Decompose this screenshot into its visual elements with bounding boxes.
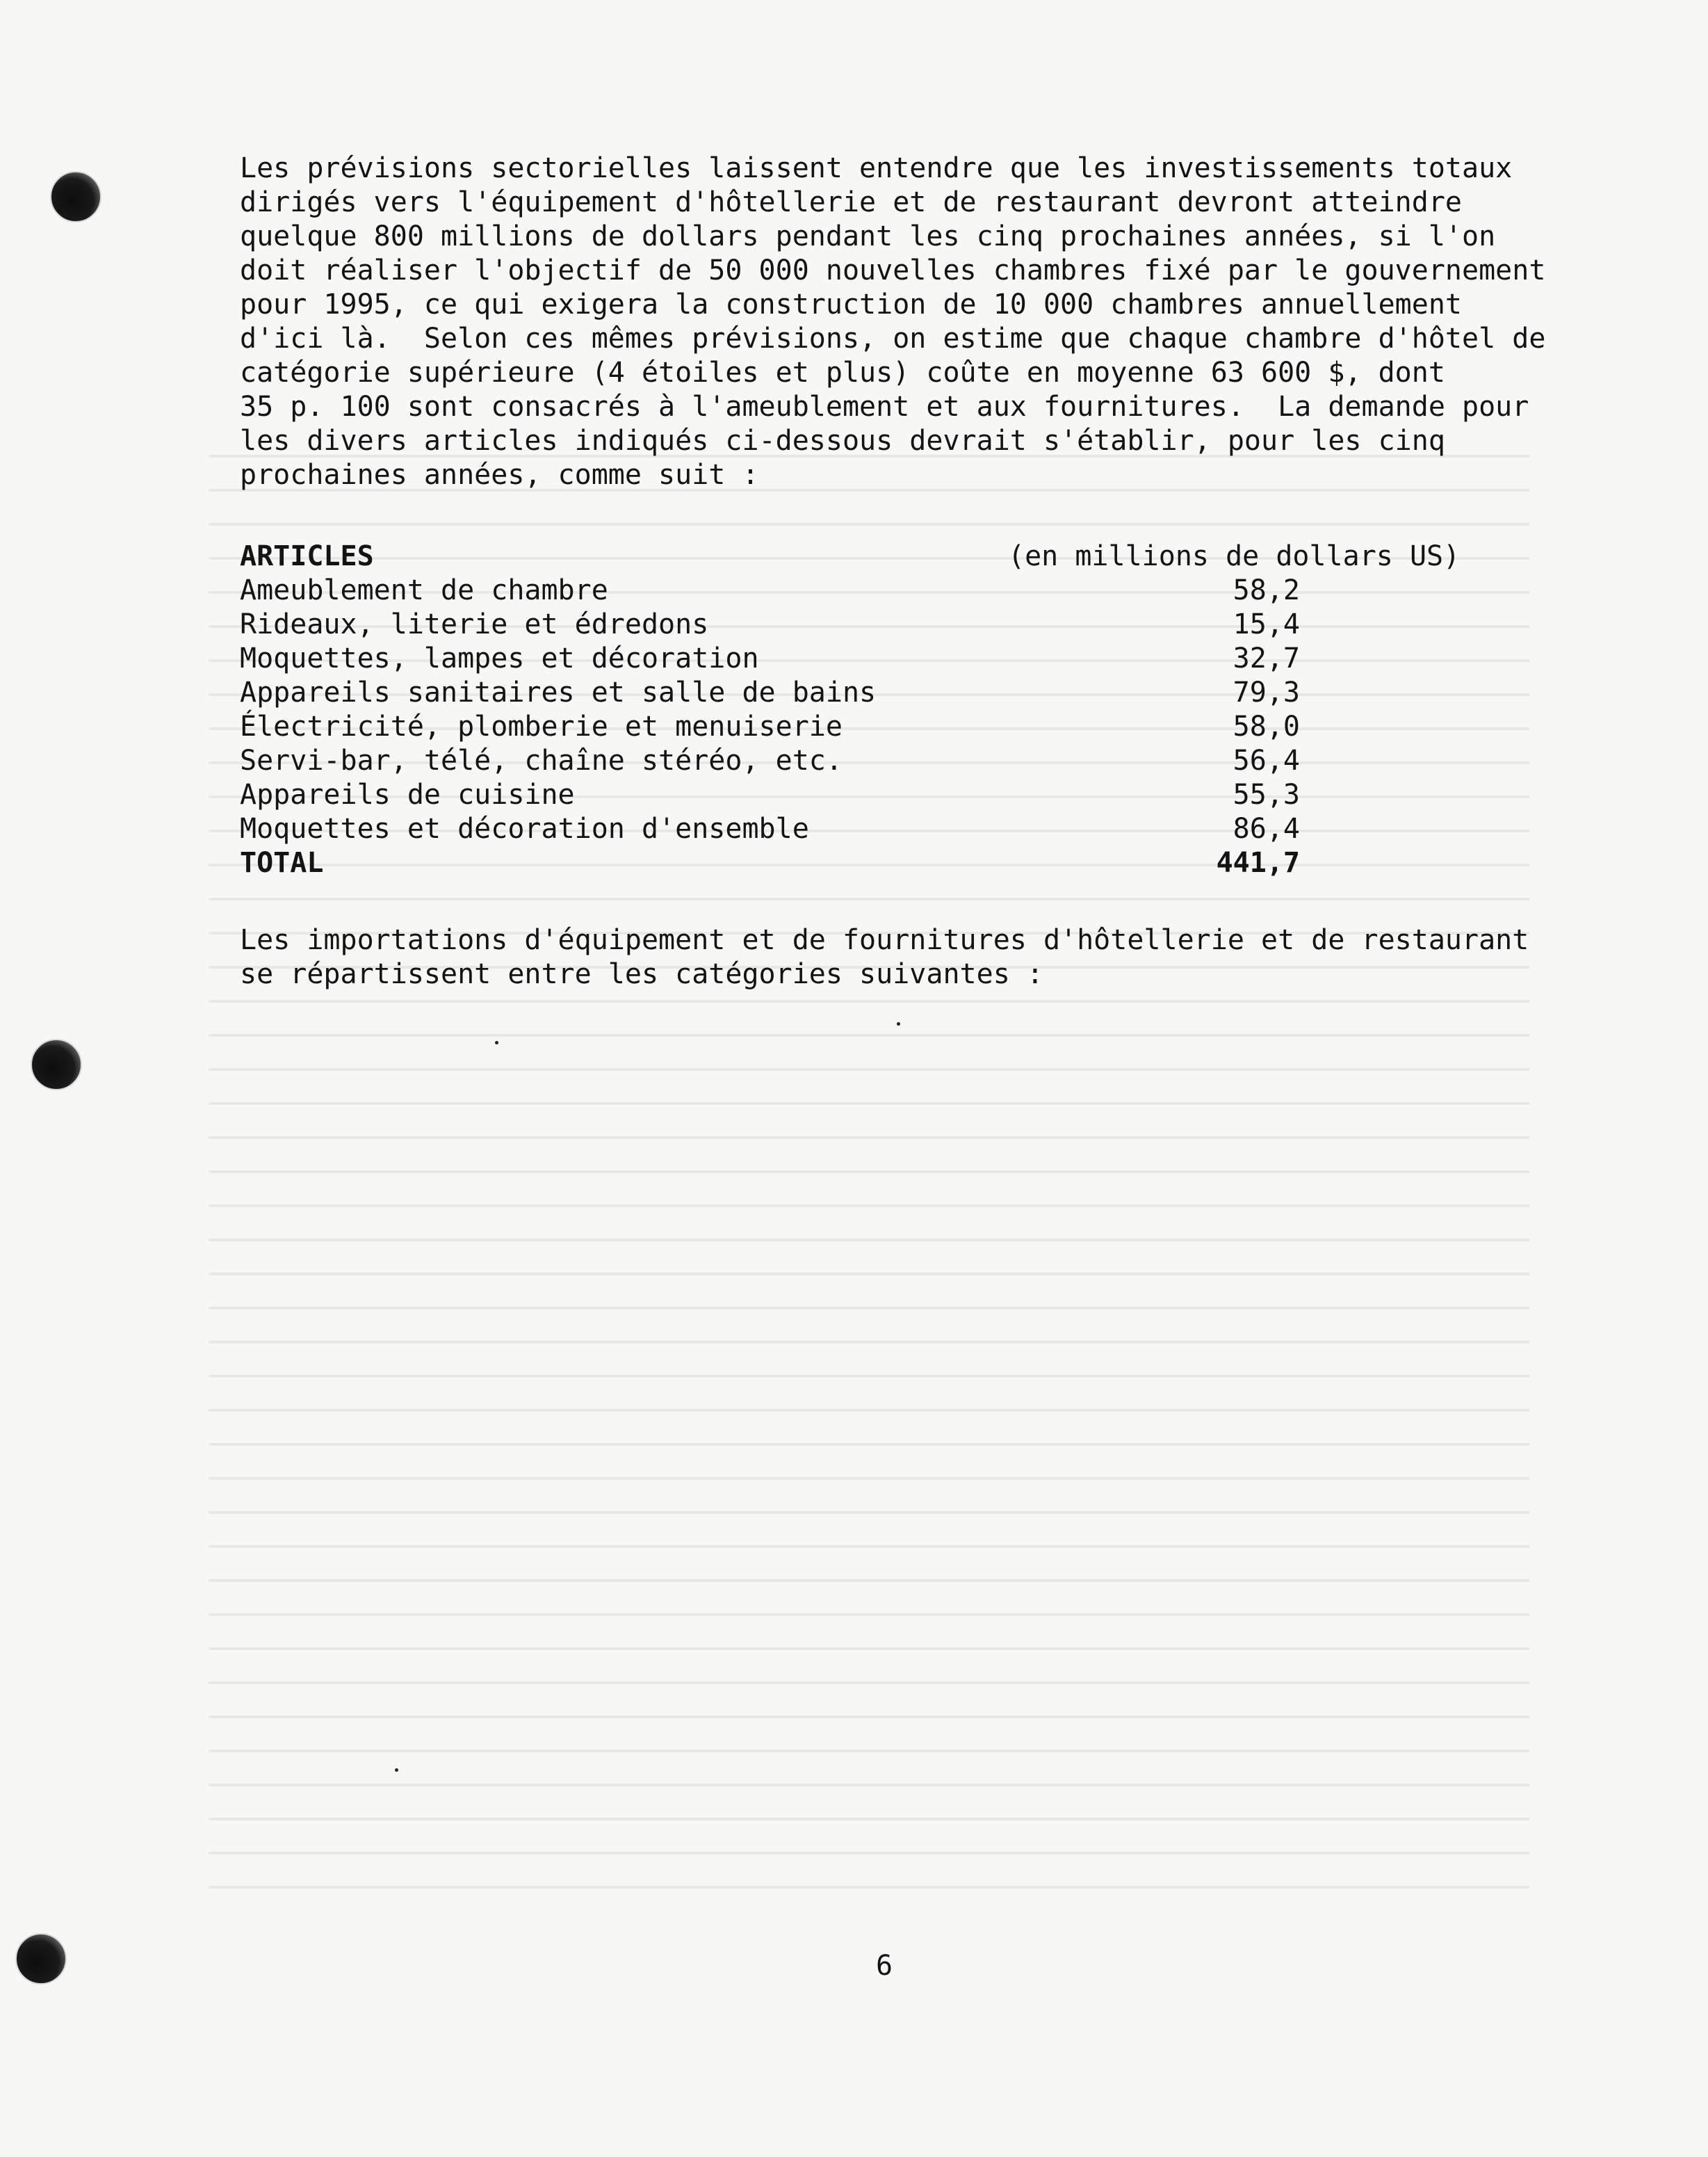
article-value: 86,4	[1233, 813, 1300, 845]
total-value: 441,7	[1216, 847, 1300, 879]
article-name: Servi-bar, télé, chaîne stéréo, etc.	[240, 745, 843, 777]
punch-hole-bottom	[15, 1933, 67, 1985]
intro-line: quelque 800 millions de dollars pendant les cinq prochaines années, si l'on	[240, 220, 1496, 252]
table-row	[240, 812, 1505, 846]
article-value: 58,0	[1233, 711, 1300, 743]
closing-paragraph	[240, 923, 1581, 992]
header-unit: (en millions de dollars US)	[1008, 540, 1461, 572]
intro-line: les divers articles indiqués ci-dessous devrait s'établir, pour les cinq	[240, 425, 1445, 457]
intro-line: 35 p. 100 sont consacrés à l'ameublement et aux fournitures. La demande pour	[240, 391, 1529, 423]
intro-line: d'ici là. Selon ces mêmes prévisions, on estime que chaque chambre d'hôtel de	[240, 323, 1546, 355]
article-value: 15,4	[1233, 608, 1300, 640]
document-page	[240, 152, 1581, 992]
article-name: Électricité, plomberie et menuiserie	[240, 711, 843, 743]
article-name: Moquettes, lampes et décoration	[240, 643, 759, 674]
intro-line: prochaines années, comme suit :	[240, 459, 759, 491]
table-row	[240, 608, 1505, 642]
intro-paragraph	[240, 152, 1581, 492]
article-name: Ameublement de chambre	[240, 574, 608, 606]
article-name: Moquettes et décoration d'ensemble	[240, 813, 809, 845]
table-row	[240, 642, 1505, 676]
intro-line: pour 1995, ce qui exigera la construction de 10 000 chambres annuellement	[240, 289, 1462, 321]
article-name: Appareils sanitaires et salle de bains	[240, 677, 877, 709]
header-articles: ARTICLES	[240, 540, 374, 572]
punch-hole-top	[50, 171, 101, 223]
page-number: 6	[876, 1950, 893, 1982]
closing-line: Les importations d'équipement et de fournitures d'hôtellerie et de restaurant	[240, 924, 1529, 956]
table-total-row	[240, 846, 1505, 880]
intro-line: catégorie supérieure (4 étoiles et plus) coûte en moyenne 63 600 $, dont	[240, 357, 1445, 389]
speck	[495, 1041, 498, 1044]
punch-hole-middle	[31, 1039, 82, 1090]
article-value: 58,2	[1233, 574, 1300, 606]
intro-line: dirigés vers l'équipement d'hôtellerie et de restaurant devront atteindre	[240, 186, 1462, 218]
table-row	[240, 744, 1505, 778]
table-row	[240, 710, 1505, 744]
article-name: Rideaux, literie et édredons	[240, 608, 709, 640]
table-row	[240, 778, 1505, 812]
table-row	[240, 574, 1505, 608]
closing-line: se répartissent entre les catégories suivantes :	[240, 958, 1043, 990]
article-value: 79,3	[1233, 677, 1300, 709]
articles-table	[240, 540, 1505, 880]
intro-line: Les prévisions sectorielles laissent entendre que les investissements totaux	[240, 152, 1513, 184]
total-label: TOTAL	[240, 847, 324, 879]
intro-line: doit réaliser l'objectif de 50 000 nouvelles chambres fixé par le gouvernement	[240, 255, 1546, 286]
article-value: 56,4	[1233, 745, 1300, 777]
article-value: 32,7	[1233, 643, 1300, 674]
speck	[395, 1768, 398, 1772]
speck	[897, 1022, 900, 1026]
article-name: Appareils de cuisine	[240, 779, 575, 811]
table-row	[240, 676, 1505, 710]
article-value: 55,3	[1233, 779, 1300, 811]
table-header	[240, 540, 1505, 574]
